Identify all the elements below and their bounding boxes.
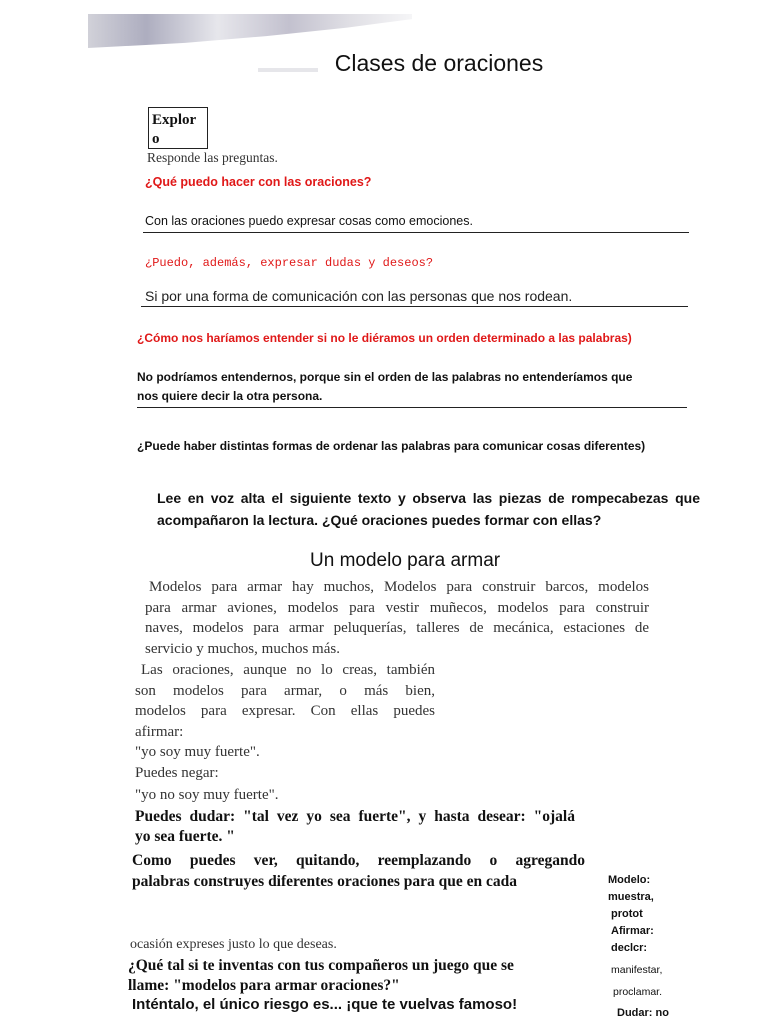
- glossary-line5: declcr:: [611, 942, 648, 954]
- question-1: ¿Qué puedo hacer con las oraciones?: [145, 175, 372, 189]
- exploro-label-line1: Explor: [152, 112, 197, 128]
- paragraph-3: [135, 807, 575, 847]
- paragraph-2: [135, 660, 435, 806]
- paragraph-2-line4: afirmar:: [135, 723, 184, 740]
- exploro-label-line2: o: [152, 131, 160, 147]
- paragraph-6-line1: ¿Qué tal si te inventas con tus compañeros un juego que se: [128, 957, 514, 974]
- answer-2: Si por una forma de comunicación con las personas que nos rodean.: [145, 288, 573, 304]
- page-title: Clases de oraciones: [334, 50, 544, 76]
- exploro-box: [148, 107, 208, 149]
- answer-3-line2: nos quiere decir la otra persona.: [137, 389, 323, 403]
- question-4: ¿Puede haber distintas formas de ordenar las palabras para comunicar cosas diferentes): [137, 439, 646, 453]
- paragraph-1-line1: Modelos para armar hay muchos, Modelos para construir barcos, modelos: [149, 579, 649, 595]
- glossary-line2: muestra,: [608, 891, 654, 903]
- glossary-line3: protot: [611, 908, 643, 920]
- paragraph-4-line2: palabras construyes diferentes oraciones para que en cada: [132, 873, 518, 890]
- paragraph-7: Inténtalo, el único riesgo es... ¡que te vuelvas famoso!: [132, 996, 518, 1013]
- paragraph-4-line1: Como puedes ver, quitando, reemplazando o agregando: [132, 852, 585, 869]
- glossary-line6: manifestar,: [611, 964, 663, 976]
- answer-3-line1: No podríamos entendernos, porque sin el orden de las palabras no entenderíamos que: [137, 370, 633, 384]
- instruction-text: Responde las preguntas.: [147, 150, 278, 165]
- paragraph-5: ocasión expreses justo lo que deseas.: [130, 937, 337, 952]
- answer-1-rule: [143, 232, 689, 233]
- answer-3-rule: [137, 407, 687, 408]
- paragraph-6-line2: llame: "modelos para armar oraciones?": [128, 977, 400, 994]
- glossary-line1: Modelo:: [608, 874, 651, 886]
- paragraph-2-line7: "yo no soy muy fuerte".: [135, 787, 279, 803]
- paragraph-1-line2: para armar aviones, modelos para vestir muñecos, modelos para construir: [145, 599, 649, 616]
- glossary-line4: Afirmar:: [611, 925, 654, 937]
- paragraph-2-line6: Puedes negar:: [135, 764, 219, 781]
- paragraph-2-line2: son modelos para armar, o más bien,: [135, 682, 435, 699]
- paragraph-2-line3: modelos para expresar. Con ellas puedes: [135, 703, 435, 719]
- section-title: Un modelo para armar: [310, 550, 501, 571]
- glossary-line7: proclamar.: [613, 986, 663, 998]
- glossary-line8: Dudar: no: [617, 1007, 669, 1019]
- answer-1: Con las oraciones puedo expresar cosas como emociones.: [145, 214, 473, 228]
- paragraph-6: [128, 956, 568, 996]
- paragraph-4: [132, 850, 585, 892]
- question-2: ¿Puedo, además, expresar dudas y deseos?: [145, 256, 434, 270]
- read-instruction-line2: acompañaron la lectura. ¿Qué oraciones puedes formar con ellas?: [157, 512, 602, 528]
- paragraph-1: [145, 577, 649, 659]
- glossary-sidebar: [608, 872, 708, 1022]
- scan-artifact: [88, 14, 412, 48]
- read-instruction-line1: Lee en voz alta el siguiente texto y observa las piezas de rompecabezas que: [157, 490, 700, 506]
- paragraph-1-line3: naves, modelos para armar peluquerías, talleres de mecánica, estaciones de: [145, 620, 649, 636]
- question-3: ¿Cómo nos haríamos entender si no le diéramos un orden determinado a las palabras): [137, 331, 632, 345]
- paragraph-3-line2: yo sea fuerte. ": [135, 828, 235, 845]
- paragraph-2-line5: "yo soy muy fuerte".: [135, 744, 260, 760]
- paragraph-1-line4: servicio y muchos, muchos más.: [145, 640, 340, 657]
- paragraph-3-line1: Puedes dudar: "tal vez yo sea fuerte", y hasta desear: "ojalá: [135, 808, 575, 825]
- answer-2-rule: [141, 306, 688, 307]
- paragraph-2-line1: Las oraciones, aunque no lo creas, también: [141, 662, 435, 678]
